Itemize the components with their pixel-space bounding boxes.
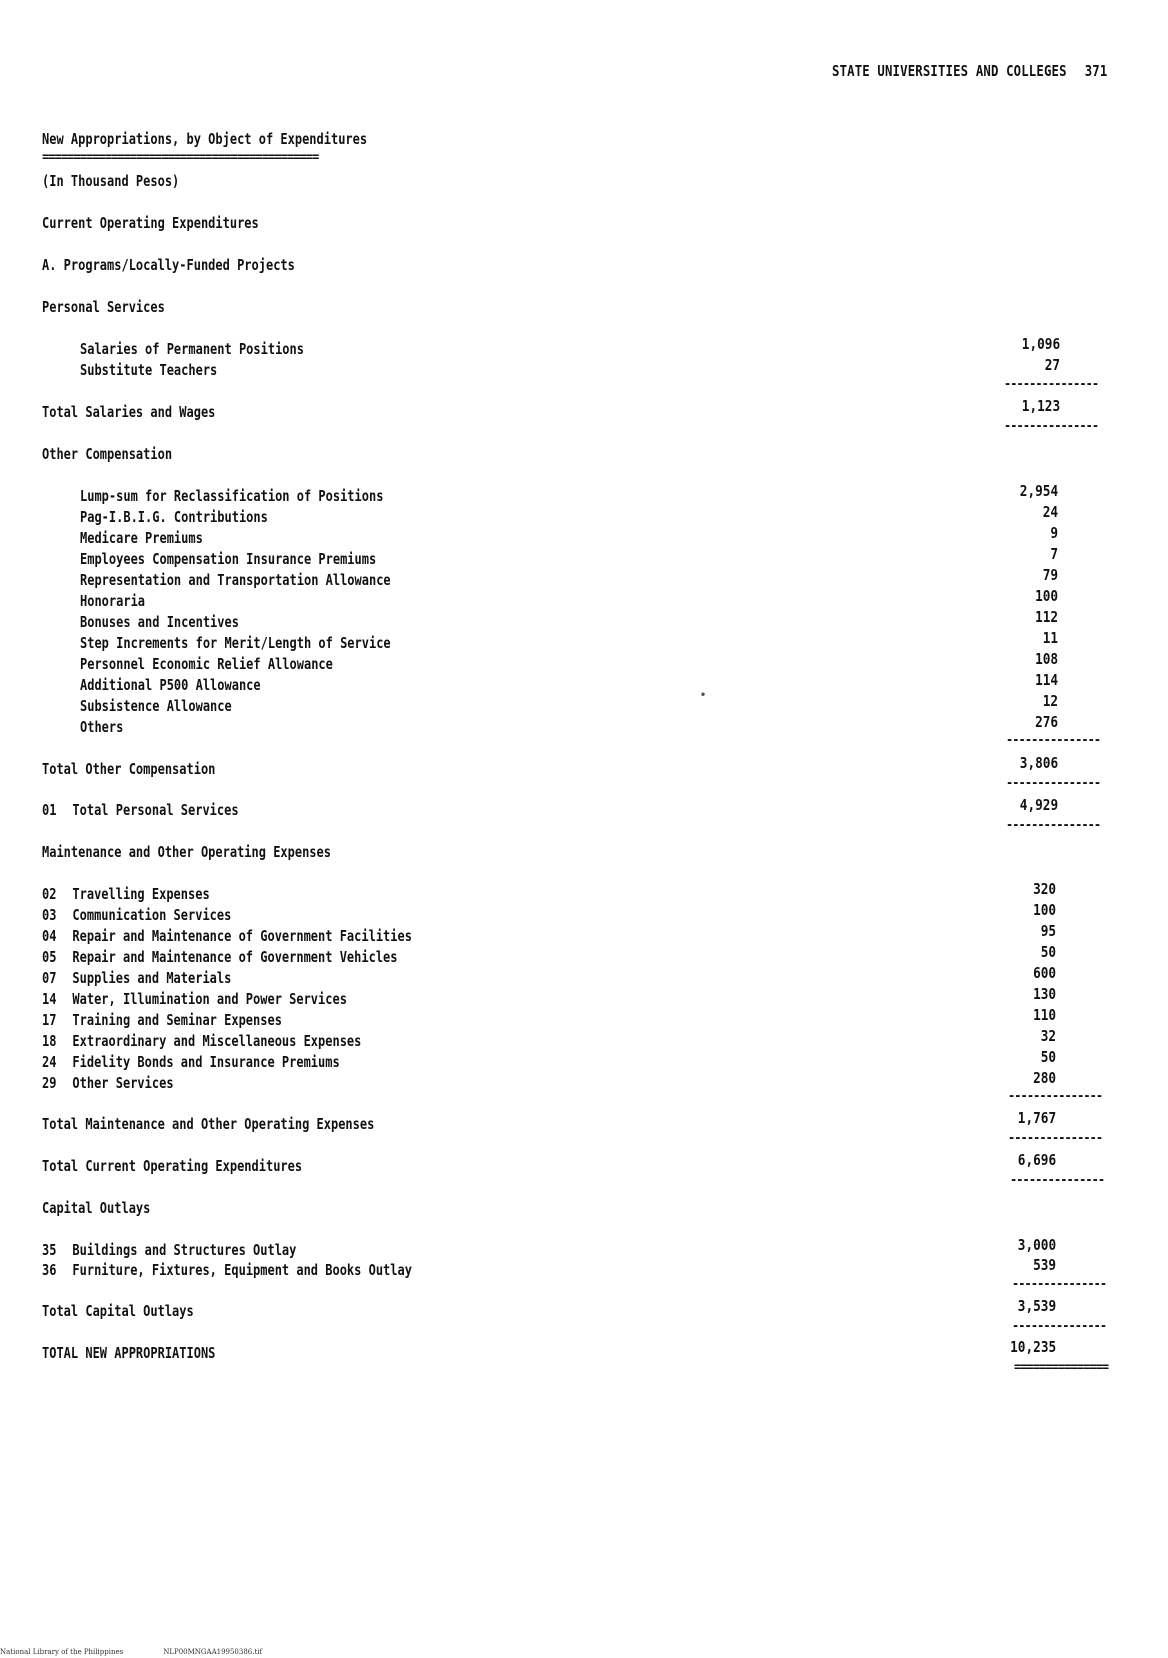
header-section: STATE UNIVERSITIES AND COLLEGES bbox=[832, 62, 1067, 80]
grand-total-double-rule: =============== bbox=[1014, 1360, 1109, 1375]
line-item-label: Bonuses and Incentives bbox=[80, 613, 239, 631]
total-mooe-label: Total Maintenance and Other Operating Expenses bbox=[42, 1115, 375, 1133]
line-item-label: Lump-sum for Reclassification of Positions bbox=[80, 487, 384, 505]
line-item-value: 100 bbox=[1032, 901, 1056, 919]
grand-total-label: TOTAL NEW APPROPRIATIONS bbox=[42, 1344, 216, 1362]
line-item-value: 276 bbox=[1034, 713, 1058, 731]
personal-services-heading: Personal Services bbox=[42, 298, 165, 316]
mooe-item: 29 Other Services bbox=[42, 1074, 174, 1092]
page-header bbox=[832, 62, 1107, 80]
total-current-value: 6,696 bbox=[1017, 1151, 1056, 1169]
total-salaries-label: Total Salaries and Wages bbox=[42, 403, 216, 421]
line-item-label: Pag-I.B.I.G. Contributions bbox=[80, 508, 268, 526]
subtotal-rule: --------------- bbox=[1006, 733, 1101, 748]
subtotal-rule: --------------- bbox=[1004, 419, 1099, 434]
line-item-label: Personnel Economic Relief Allowance bbox=[80, 655, 333, 673]
line-item-value: 3,000 bbox=[1017, 1236, 1056, 1254]
line-item-value: 7 bbox=[1050, 545, 1058, 563]
title-underline: ============================================ bbox=[42, 150, 319, 165]
unit-note: (In Thousand Pesos) bbox=[42, 172, 180, 190]
mooe-item: 18 Extraordinary and Miscellaneous Expenses bbox=[42, 1032, 362, 1050]
line-item-value: 1,096 bbox=[1021, 335, 1060, 353]
line-item-label: Substitute Teachers bbox=[80, 361, 218, 379]
subtotal-rule: --------------- bbox=[1006, 818, 1101, 833]
line-item-value: 32 bbox=[1040, 1027, 1056, 1045]
line-item-label: Step Increments for Merit/Length of Service bbox=[80, 634, 391, 652]
line-item-value: 50 bbox=[1040, 1048, 1056, 1066]
line-item-label: Salaries of Permanent Positions bbox=[80, 340, 304, 358]
total-other-comp-value: 3,806 bbox=[1019, 754, 1058, 772]
line-item-value: 112 bbox=[1034, 608, 1058, 626]
line-item-value: 280 bbox=[1032, 1069, 1056, 1087]
total-mooe-value: 1,767 bbox=[1017, 1109, 1056, 1127]
line-item-label: Subsistence Allowance bbox=[80, 697, 232, 715]
capital-heading: Capital Outlays bbox=[42, 1199, 151, 1217]
line-item-label: Employees Compensation Insurance Premiums bbox=[80, 550, 377, 568]
line-item-value: 95 bbox=[1040, 922, 1056, 940]
line-item-value: 12 bbox=[1042, 692, 1058, 710]
mooe-item: 24 Fidelity Bonds and Insurance Premiums bbox=[42, 1053, 340, 1071]
other-comp-heading: Other Compensation bbox=[42, 445, 173, 463]
mooe-item: 04 Repair and Maintenance of Government Facilities bbox=[42, 927, 412, 945]
program-heading: A. Programs/Locally-Funded Projects bbox=[42, 256, 295, 274]
capital-item: 35 Buildings and Structures Outlay bbox=[42, 1241, 297, 1259]
line-item-label: Representation and Transportation Allowance bbox=[80, 571, 391, 589]
line-item-value: 9 bbox=[1050, 524, 1058, 542]
mooe-item: 05 Repair and Maintenance of Government Vehicles bbox=[42, 948, 398, 966]
line-item-value: 320 bbox=[1032, 880, 1056, 898]
mooe-item: 03 Communication Services bbox=[42, 906, 232, 924]
mooe-item: 07 Supplies and Materials bbox=[42, 969, 232, 987]
subtotal-rule: --------------- bbox=[1006, 776, 1101, 791]
mooe-item: 17 Training and Seminar Expenses bbox=[42, 1011, 282, 1029]
capital-item: 36 Furniture, Fixtures, Equipment and Books Outlay bbox=[42, 1261, 412, 1279]
line-item-value: 100 bbox=[1034, 587, 1058, 605]
current-heading: Current Operating Expenditures bbox=[42, 214, 259, 232]
mooe-item: 02 Travelling Expenses bbox=[42, 885, 210, 903]
page-footer bbox=[0, 1648, 302, 1656]
subtotal-rule: --------------- bbox=[1010, 1173, 1105, 1188]
scan-speck: • bbox=[700, 690, 707, 701]
total-capital-value: 3,539 bbox=[1017, 1297, 1056, 1315]
footer-file: NLP00MNGAA19950386.tif bbox=[163, 1648, 263, 1656]
line-item-value: 2,954 bbox=[1019, 482, 1058, 500]
line-item-label: Medicare Premiums bbox=[80, 529, 203, 547]
mooe-heading: Maintenance and Other Operating Expenses bbox=[42, 843, 331, 861]
subtotal-rule: --------------- bbox=[1012, 1319, 1107, 1334]
line-item-value: 108 bbox=[1034, 650, 1058, 668]
line-item-value: 11 bbox=[1042, 629, 1058, 647]
line-item-value: 110 bbox=[1032, 1006, 1056, 1024]
grand-total-value: 10,235 bbox=[1009, 1338, 1056, 1356]
line-item-value: 27 bbox=[1044, 356, 1060, 374]
line-item-value: 79 bbox=[1042, 566, 1058, 584]
footer-library: National Library of the Philippines bbox=[0, 1648, 124, 1656]
object-code: 01 bbox=[42, 801, 57, 819]
total-other-comp-label: Total Other Compensation bbox=[42, 760, 216, 778]
line-item-value: 114 bbox=[1034, 671, 1058, 689]
line-item-label: Additional P500 Allowance bbox=[80, 676, 261, 694]
subtotal-rule: --------------- bbox=[1004, 377, 1099, 392]
subtotal-rule: --------------- bbox=[1008, 1089, 1103, 1104]
line-item-value: 130 bbox=[1032, 985, 1056, 1003]
total-capital-label: Total Capital Outlays bbox=[42, 1302, 194, 1320]
subtotal-rule: --------------- bbox=[1012, 1277, 1107, 1292]
total-personal-value: 4,929 bbox=[1019, 796, 1058, 814]
line-item-value: 539 bbox=[1032, 1256, 1056, 1274]
line-item-value: 24 bbox=[1042, 503, 1058, 521]
subtotal-rule: --------------- bbox=[1008, 1131, 1103, 1146]
page-number: 371 bbox=[1084, 62, 1108, 80]
total-salaries-value: 1,123 bbox=[1021, 397, 1060, 415]
document-title: New Appropriations, by Object of Expenditures bbox=[42, 130, 368, 148]
line-item-value: 600 bbox=[1032, 964, 1056, 982]
line-item-label: Others bbox=[80, 718, 124, 736]
total-personal-label: 01 Total Personal Services bbox=[42, 801, 239, 819]
line-item-value: 50 bbox=[1040, 943, 1056, 961]
line-item-label: Honoraria bbox=[80, 592, 146, 610]
mooe-item: 14 Water, Illumination and Power Services bbox=[42, 990, 347, 1008]
total-current-label: Total Current Operating Expenditures bbox=[42, 1157, 303, 1175]
